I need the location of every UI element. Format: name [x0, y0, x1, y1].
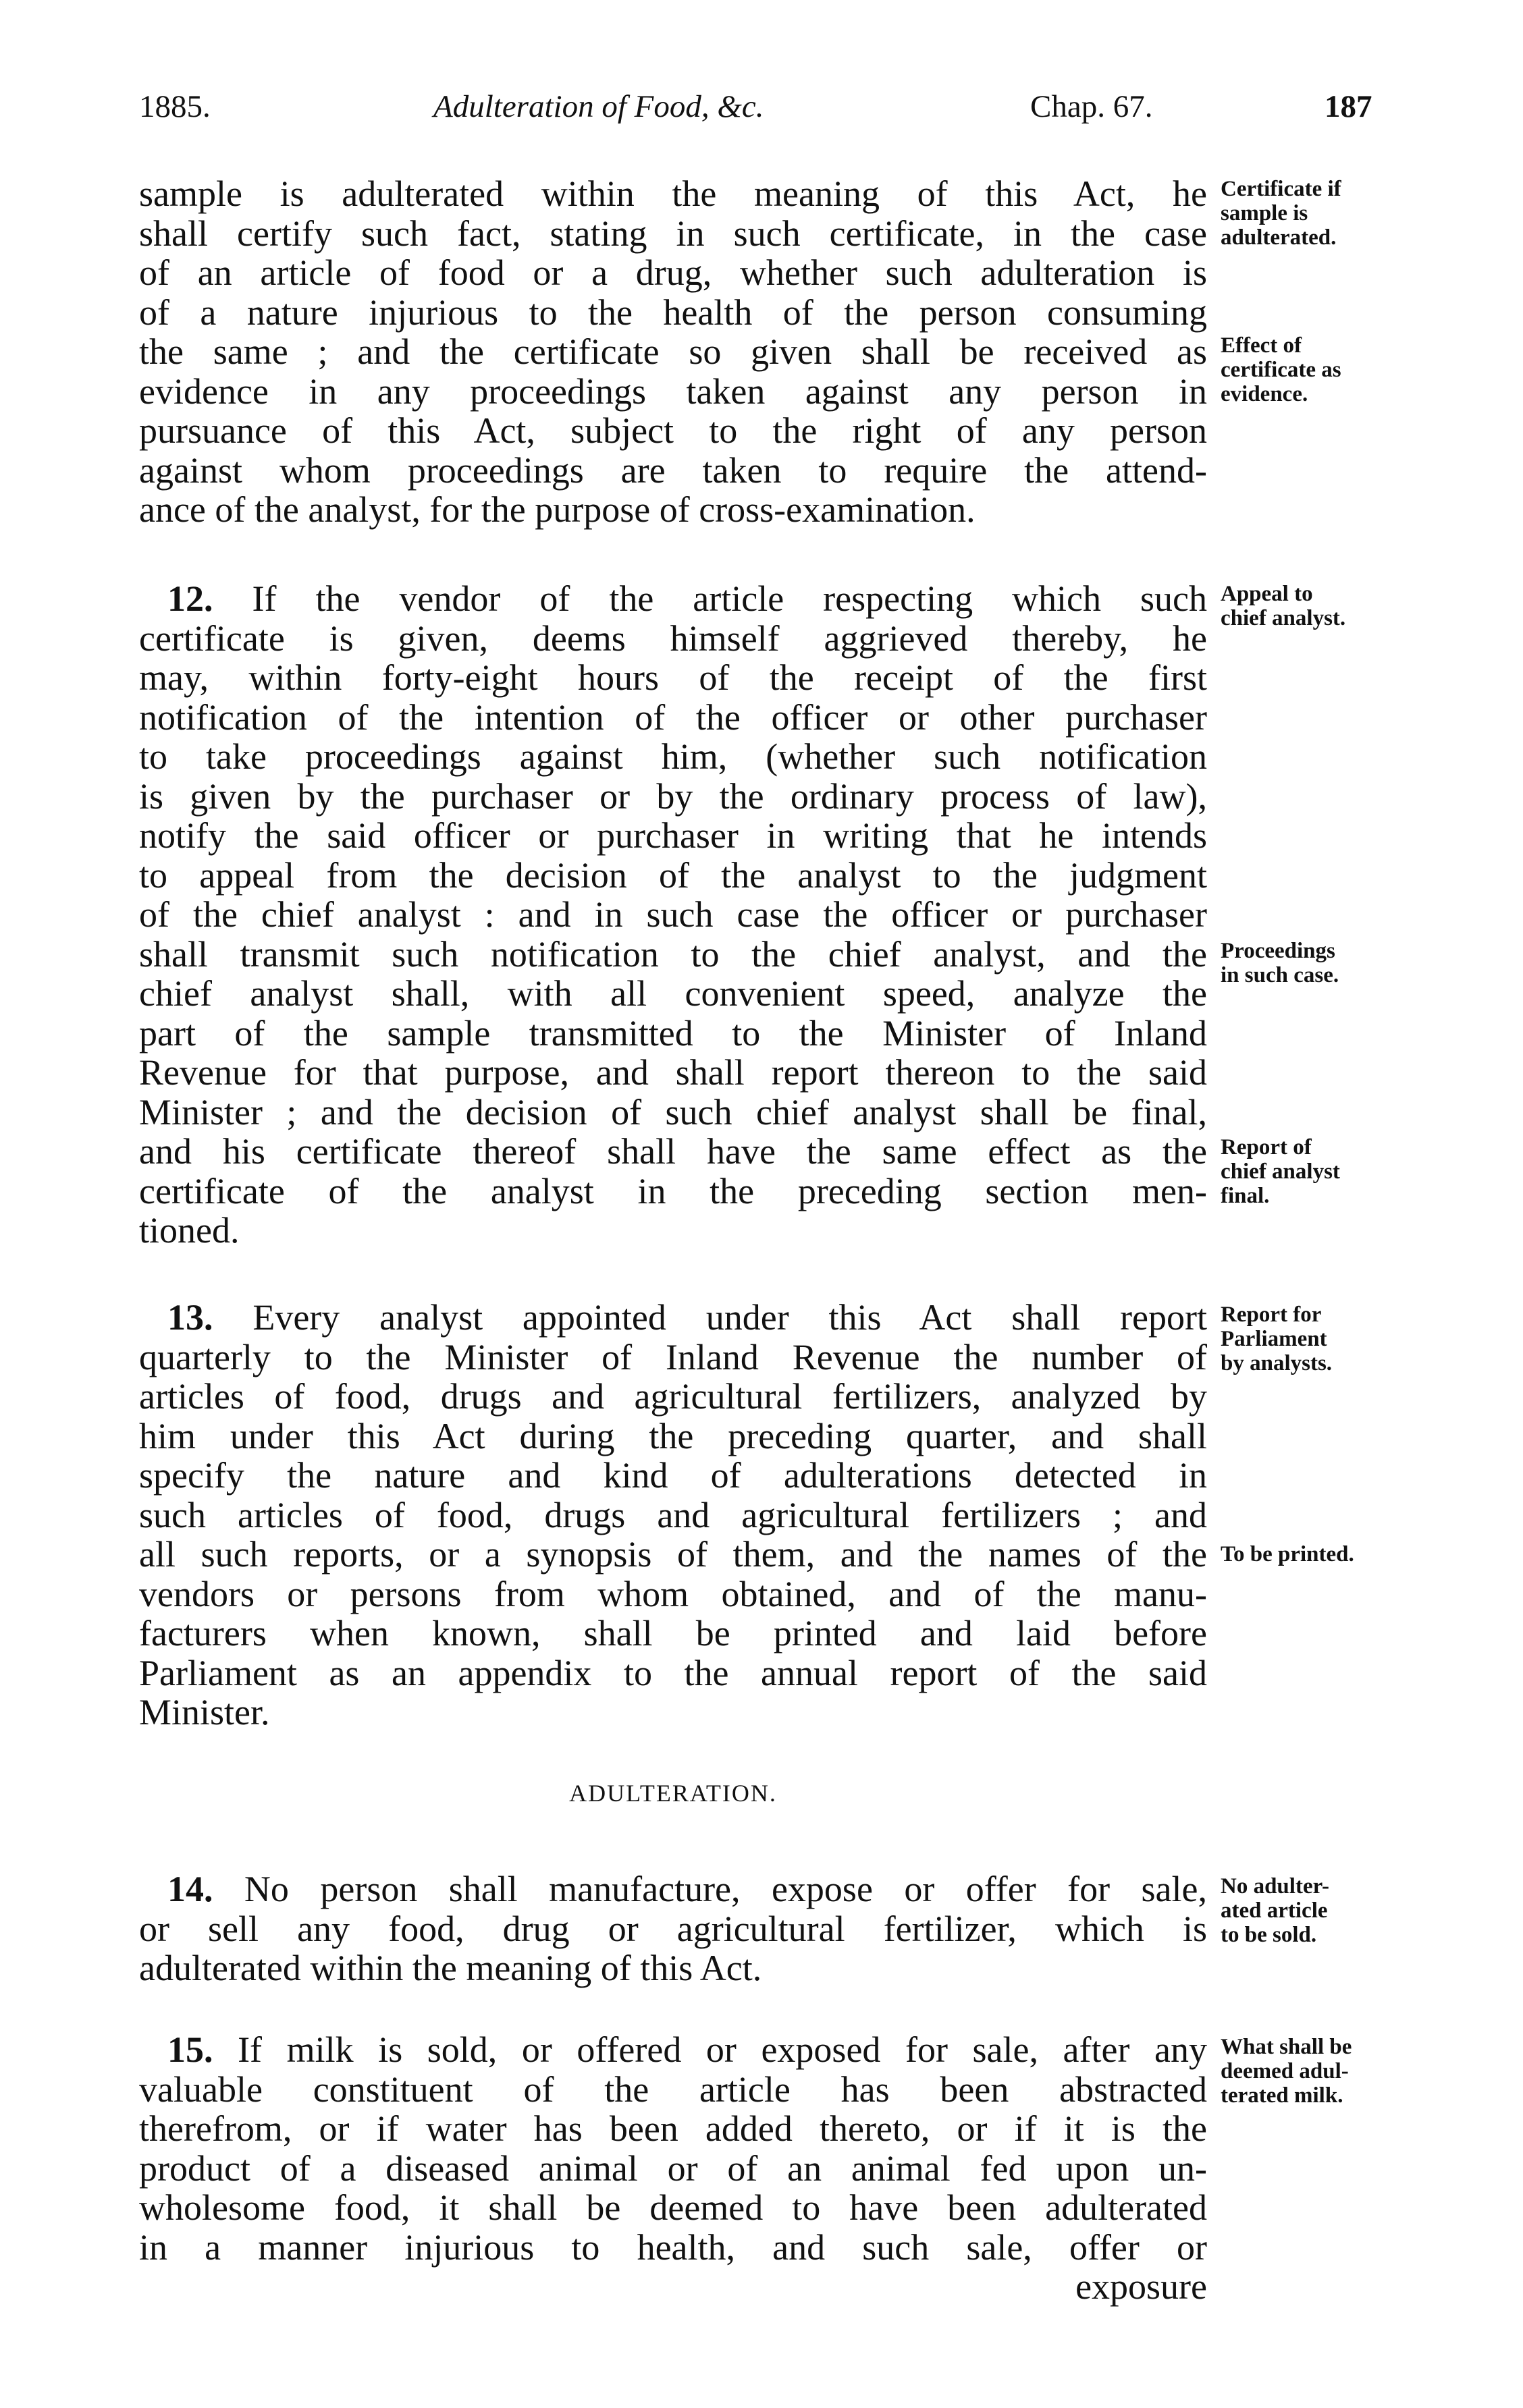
text-line: against whom proceedings are taken to require the attend-	[139, 449, 1207, 491]
section-number: 12.	[167, 578, 213, 619]
section-first-line	[139, 2030, 1207, 2070]
text-line: ance of the analyst, for the purpose of cross-examination.	[139, 489, 976, 530]
section-heading: ADULTERATION.	[569, 1780, 777, 1807]
text-line: shall certify such fact, stating in such certificate, in the case	[139, 213, 1207, 254]
section-14	[139, 1869, 1207, 1988]
section-first-line	[139, 579, 1207, 619]
text-line: and his certificate thereof shall have the same effect as the	[139, 1131, 1207, 1172]
text-span: No person shall manufacture, expose or offer for sale,	[213, 1869, 1207, 1909]
text-line: articles of food, drugs and agricultural fertilizers, analyzed by	[139, 1376, 1207, 1417]
text-line: chief analyst shall, with all convenient speed, analyze the	[139, 973, 1207, 1014]
header-year: 1885.	[139, 89, 211, 124]
header-chapter: Chap. 67.	[1030, 89, 1153, 124]
page-number: 187	[1325, 89, 1372, 124]
text-span: Every analyst appointed under this Act shall report	[213, 1297, 1207, 1338]
text-span: If milk is sold, or offered or exposed for sale, after any	[213, 2029, 1207, 2070]
text-line: vendors or persons from whom obtained, and of the manu-	[139, 1573, 1207, 1614]
text-line: notify the said officer or purchaser in writing that he intends	[139, 815, 1207, 856]
catchword: exposure	[1075, 2266, 1207, 2307]
text-line: certificate of the analyst in the preceding section men-	[139, 1170, 1207, 1211]
text-line: Minister.	[139, 1692, 270, 1732]
text-line: or sell any food, drug or agricultural fertilizer, which is	[139, 1908, 1207, 1949]
running-header	[139, 80, 1442, 134]
text-line: sample is adulterated within the meaning of this Act, he	[139, 173, 1207, 214]
text-line: facturers when known, shall be printed and laid before	[139, 1613, 1207, 1653]
text-line: evidence in any proceedings taken against any person in	[139, 371, 1207, 412]
text-line: specify the nature and kind of adulterations detected in	[139, 1455, 1207, 1496]
text-span: If the vendor of the article respecting which such	[213, 578, 1207, 619]
section-first-line	[139, 1869, 1207, 1909]
text-line: Minister ; and the decision of such chief analyst shall be final,	[139, 1091, 1207, 1132]
sidenote-proceedings: Proceedings in such case.	[1221, 939, 1339, 987]
text-line: adulterated within the meaning of this Act.	[139, 1948, 762, 1988]
text-line: may, within forty-eight hours of the receipt of the first	[139, 657, 1207, 698]
text-line: of an article of food or a drug, whether such adulteration is	[139, 252, 1207, 293]
text-line: to take proceedings against him, (whether such notification	[139, 736, 1207, 777]
paragraph-continuation	[139, 174, 1207, 530]
section-15	[139, 2030, 1207, 2307]
text-line: product of a diseased animal or of an animal fed upon un-	[139, 2147, 1207, 2189]
text-line: quarterly to the Minister of Inland Revenue the number of	[139, 1336, 1207, 1377]
text-line: of a nature injurious to the health of the person consuming	[139, 292, 1207, 333]
text-line: wholesome food, it shall be deemed to have been adulterated	[139, 2187, 1207, 2228]
section-13	[139, 1298, 1207, 1732]
text-line: shall transmit such notification to the chief analyst, and the	[139, 933, 1207, 975]
sidenote-report-parliament: Report for Parliament by analysts.	[1221, 1303, 1333, 1375]
sidenote-to-be-printed: To be printed.	[1221, 1542, 1354, 1566]
text-line: part of the sample transmitted to the Minister of Inland	[139, 1012, 1207, 1054]
text-line: notification of the intention of the officer or other purchaser	[139, 696, 1207, 738]
text-line: him under this Act during the preceding quarter, and shall	[139, 1415, 1207, 1456]
sidenote-no-adulterated-article: No adulter- ated article to be sold.	[1221, 1874, 1330, 1947]
section-number: 14.	[167, 1869, 213, 1909]
text-line: in a manner injurious to health, and such sale, offer or	[139, 2226, 1207, 2268]
text-line: certificate is given, deems himself aggrieved thereby, he	[139, 618, 1207, 659]
sidenote-adulterated-milk: What shall be deemed adul- terated milk.	[1221, 2035, 1352, 2108]
sidenote-certificate-adulterated: Certificate if sample is adulterated.	[1221, 177, 1341, 250]
section-first-line	[139, 1298, 1207, 1338]
text-line: Parliament as an appendix to the annual report of the said	[139, 1652, 1207, 1693]
text-line: the same ; and the certificate so given shall be received as	[139, 331, 1207, 372]
text-line: therefrom, or if water has been added thereto, or if it is the	[139, 2108, 1207, 2149]
text-line: Revenue for that purpose, and shall report thereon to the said	[139, 1052, 1207, 1093]
text-line: such articles of food, drugs and agricultural fertilizers ; and	[139, 1494, 1207, 1535]
text-line: pursuance of this Act, subject to the right of any person	[139, 410, 1207, 451]
sidenote-effect-of-certificate: Effect of certificate as evidence.	[1221, 333, 1341, 406]
text-line: tioned.	[139, 1210, 240, 1251]
section-12	[139, 579, 1207, 1251]
text-line: all such reports, or a synopsis of them, and the names of the	[139, 1534, 1207, 1575]
section-number: 13.	[167, 1297, 213, 1338]
sidenote-appeal: Appeal to chief analyst.	[1221, 582, 1346, 630]
section-number: 15.	[167, 2029, 213, 2070]
sidenote-report-chief-analyst: Report of chief analyst final.	[1221, 1135, 1340, 1208]
header-title: Adulteration of Food, &c.	[433, 89, 764, 124]
text-line: valuable constituent of the article has been abstracted	[139, 2069, 1207, 2110]
text-line: is given by the purchaser or by the ordinary process of law),	[139, 775, 1207, 817]
text-line: of the chief analyst : and in such case the officer or purchaser	[139, 894, 1207, 935]
text-line: to appeal from the decision of the analyst to the judgment	[139, 854, 1207, 896]
